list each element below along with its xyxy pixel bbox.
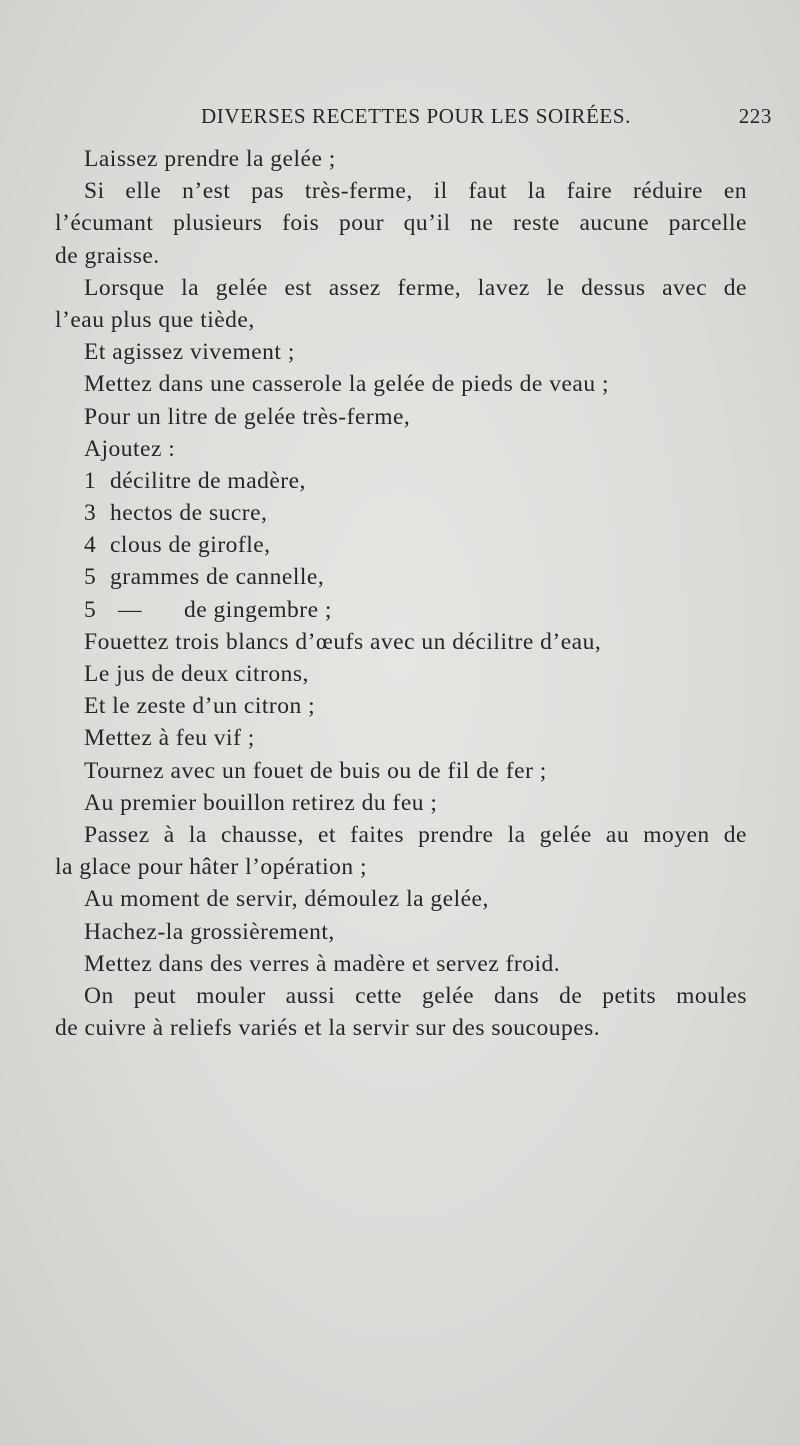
text-line: Mettez à feu vif ; — [84, 725, 255, 752]
text-line: Lorsque la gelée est assez ferme, lavez le dessus avec de — [84, 274, 747, 301]
text-line: Mettez dans des verres à madère et servez froid. — [84, 950, 561, 977]
text-line: Ajoutez : — [84, 435, 176, 462]
text-line: Au moment de servir, démoulez la gelée, — [84, 886, 489, 913]
ingredient-text: grammes de cannelle, — [110, 564, 325, 591]
ingredient-item — [55, 497, 747, 529]
ditto-dash: — — [118, 596, 142, 623]
text-line: l’eau plus que tiède, — [55, 306, 255, 333]
ingredient-text: décilitre de madère, — [110, 467, 306, 494]
text-line: de graisse. — [55, 242, 160, 269]
text-line: Au premier bouillon retirez du feu ; — [84, 789, 438, 816]
text-line: Mettez dans une casserole la gelée de pieds de veau ; — [84, 371, 610, 398]
text-line: On peut mouler aussi cette gelée dans de petits moules — [84, 982, 747, 1009]
ingredient-item — [55, 561, 747, 593]
text-line: la glace pour hâter l’opération ; — [55, 854, 368, 881]
text-line: Si elle n’est pas très-ferme, il faut la faire réduire en — [84, 178, 747, 205]
ingredient-item — [55, 465, 747, 497]
page-number: 223 — [738, 104, 772, 128]
text-line: l’écumant plusieurs fois pour qu’il ne reste aucune parcelle — [55, 210, 747, 237]
text-line: Fouettez trois blancs d’œufs avec un décilitre d’eau, — [84, 628, 602, 655]
text-line: de cuivre à reliefs variés et la servir sur des soucoupes. — [55, 1015, 601, 1042]
text-line: Et agissez vivement ; — [84, 339, 295, 366]
text-line: Laissez prendre la gelée ; — [84, 146, 336, 172]
text-line: Passez à la chausse, et faites prendre la gelée au moyen de — [84, 821, 747, 848]
text-line: Et le zeste d’un citron ; — [84, 693, 316, 720]
text-line: Le jus de deux citrons, — [84, 661, 309, 687]
ingredient-qty: 3 — [84, 500, 97, 527]
ingredient-qty: 1 — [84, 467, 97, 494]
running-title: DIVERSES RECETTES POUR LES SOIRÉES. — [201, 104, 631, 128]
ingredient-qty: 5 — [84, 564, 97, 591]
running-header — [0, 104, 800, 134]
ingredient-item-ditto — [55, 594, 747, 626]
ingredient-qty: 5 — [84, 596, 97, 623]
text-line: Tournez avec un fouet de buis ou de fil de fer ; — [84, 757, 547, 784]
ingredient-text: hectos de sucre, — [110, 500, 268, 527]
text-line: Pour un litre de gelée très-ferme, — [84, 403, 411, 430]
text-line: Hachez-la grossièrement, — [84, 918, 335, 945]
ingredient-item — [55, 529, 747, 561]
ingredient-qty: 4 — [84, 532, 97, 559]
ingredient-text: de gingembre ; — [184, 596, 332, 623]
ingredient-text: clous de girofle, — [110, 532, 271, 559]
recipe-text — [55, 143, 747, 1044]
